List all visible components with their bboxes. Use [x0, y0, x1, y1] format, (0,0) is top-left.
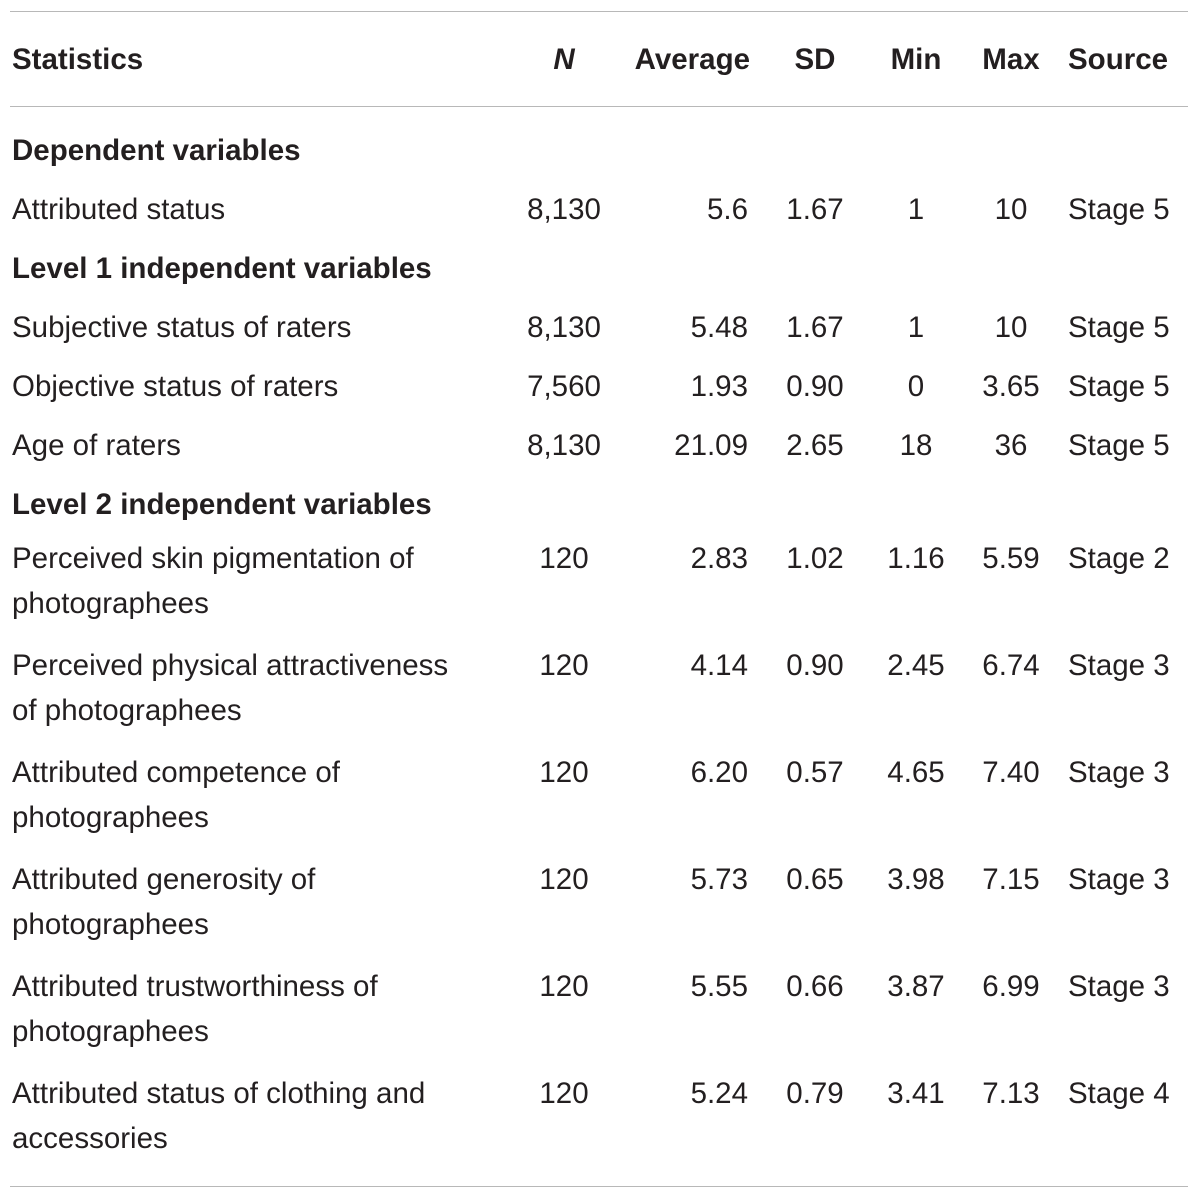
cell-average: 5.6 [706, 193, 748, 226]
cell-sd: 2.65 [786, 429, 844, 462]
table-row [10, 641, 1190, 748]
header-n: N [553, 43, 575, 76]
table-bottom-rule [10, 1186, 1188, 1187]
row-label-line2: accessories [12, 1122, 168, 1155]
header-average: Average [634, 43, 750, 76]
row-label [10, 962, 508, 1069]
cell-min: 3.41 [887, 1077, 945, 1110]
row-label-line2: photographees [12, 908, 209, 941]
cell-sd: 0.79 [786, 1077, 844, 1110]
row-label: Subjective status of raters [12, 311, 352, 344]
cell-sd: 0.66 [786, 970, 844, 1003]
cell-n: 8,130 [527, 429, 601, 462]
cell-min: 3.87 [887, 970, 945, 1003]
section-heading-row [10, 121, 1190, 180]
cell-average: 5.48 [690, 311, 748, 344]
cell-min: 4.65 [887, 756, 945, 789]
cell-n: 7,560 [527, 370, 601, 403]
row-label-line1: Attributed generosity of [12, 863, 316, 896]
cell-average: 2.83 [690, 542, 748, 575]
cell-average: 4.14 [690, 649, 748, 682]
cell-sd: 0.90 [786, 370, 844, 403]
cell-max: 6.74 [982, 649, 1040, 682]
row-label-line1: Attributed trustworthiness of [12, 970, 378, 1003]
table-row [10, 855, 1190, 962]
cell-sd: 1.67 [786, 311, 844, 344]
row-label-line2: photographees [12, 1015, 209, 1048]
cell-min: 1 [907, 193, 925, 226]
row-label: Age of raters [12, 429, 181, 462]
cell-n: 120 [539, 542, 589, 575]
cell-sd: 1.67 [786, 193, 844, 226]
cell-min: 3.98 [887, 863, 945, 896]
descriptive-statistics-table [10, 15, 1190, 1176]
table-top-rule [10, 11, 1188, 12]
row-label-line2: photographees [12, 587, 209, 620]
cell-n: 8,130 [527, 311, 601, 344]
cell-max: 5.59 [982, 542, 1040, 575]
table-row [10, 180, 1190, 239]
cell-source: Stage 5 [1068, 311, 1170, 344]
row-label-line2: of photographees [12, 694, 242, 727]
header-min: Min [890, 43, 942, 76]
cell-max: 36 [994, 429, 1028, 462]
cell-n: 120 [539, 649, 589, 682]
cell-max: 10 [994, 311, 1028, 344]
row-label-line2: photographees [12, 801, 209, 834]
table-row [10, 534, 1190, 641]
cell-n: 8,130 [527, 193, 601, 226]
cell-source: Stage 3 [1068, 863, 1170, 896]
cell-average: 5.73 [690, 863, 748, 896]
cell-max: 7.15 [982, 863, 1040, 896]
row-label [10, 855, 508, 962]
table-row [10, 748, 1190, 855]
cell-average: 21.09 [674, 429, 748, 462]
cell-source: Stage 5 [1068, 370, 1170, 403]
header-source: Source [1068, 43, 1169, 76]
cell-source: Stage 5 [1068, 429, 1170, 462]
row-label: Objective status of raters [12, 370, 339, 403]
cell-min: 0 [907, 370, 925, 403]
cell-average: 5.55 [690, 970, 748, 1003]
cell-sd: 0.65 [786, 863, 844, 896]
cell-max: 7.13 [982, 1077, 1040, 1110]
header-sd: SD [794, 43, 836, 76]
row-label [10, 641, 508, 748]
cell-n: 120 [539, 863, 589, 896]
cell-max: 7.40 [982, 756, 1040, 789]
cell-source: Stage 4 [1068, 1077, 1170, 1110]
cell-sd: 0.90 [786, 649, 844, 682]
row-label-line1: Perceived physical attractiveness [12, 649, 449, 682]
cell-max: 10 [994, 193, 1028, 226]
row-label-line1: Perceived skin pigmentation of [12, 542, 414, 575]
table-row [10, 416, 1190, 475]
row-label [10, 1069, 508, 1176]
cell-n: 120 [539, 1077, 589, 1110]
cell-source: Stage 5 [1068, 193, 1170, 226]
cell-source: Stage 3 [1068, 970, 1170, 1003]
cell-max: 6.99 [982, 970, 1040, 1003]
table-row [10, 1069, 1190, 1176]
cell-min: 1.16 [887, 542, 945, 575]
section-title-dependent: Dependent variables [12, 134, 301, 167]
cell-sd: 1.02 [786, 542, 844, 575]
cell-source: Stage 2 [1068, 542, 1170, 575]
cell-max: 3.65 [982, 370, 1040, 403]
row-label-line1: Attributed competence of [12, 756, 340, 789]
cell-n: 120 [539, 970, 589, 1003]
header-statistics: Statistics [12, 43, 144, 76]
cell-average: 5.24 [690, 1077, 748, 1110]
section-title-level2: Level 2 independent variables [12, 488, 432, 521]
row-label: Attributed status [12, 193, 226, 226]
cell-min: 2.45 [887, 649, 945, 682]
header-max: Max [982, 43, 1040, 76]
section-title-level1: Level 1 independent variables [12, 252, 432, 285]
section-heading-row [10, 239, 1190, 298]
row-label [10, 748, 508, 855]
table-row [10, 357, 1190, 416]
cell-average: 1.93 [690, 370, 748, 403]
table-row [10, 962, 1190, 1069]
cell-sd: 0.57 [786, 756, 844, 789]
section-heading-row [10, 475, 1190, 534]
cell-min: 18 [899, 429, 933, 462]
cell-average: 6.20 [690, 756, 748, 789]
cell-source: Stage 3 [1068, 756, 1170, 789]
table-row [10, 298, 1190, 357]
row-label-line1: Attributed status of clothing and [12, 1077, 426, 1110]
table-header-row [10, 15, 1190, 105]
cell-n: 120 [539, 756, 589, 789]
cell-source: Stage 3 [1068, 649, 1170, 682]
row-label [10, 534, 508, 641]
cell-min: 1 [907, 311, 925, 344]
